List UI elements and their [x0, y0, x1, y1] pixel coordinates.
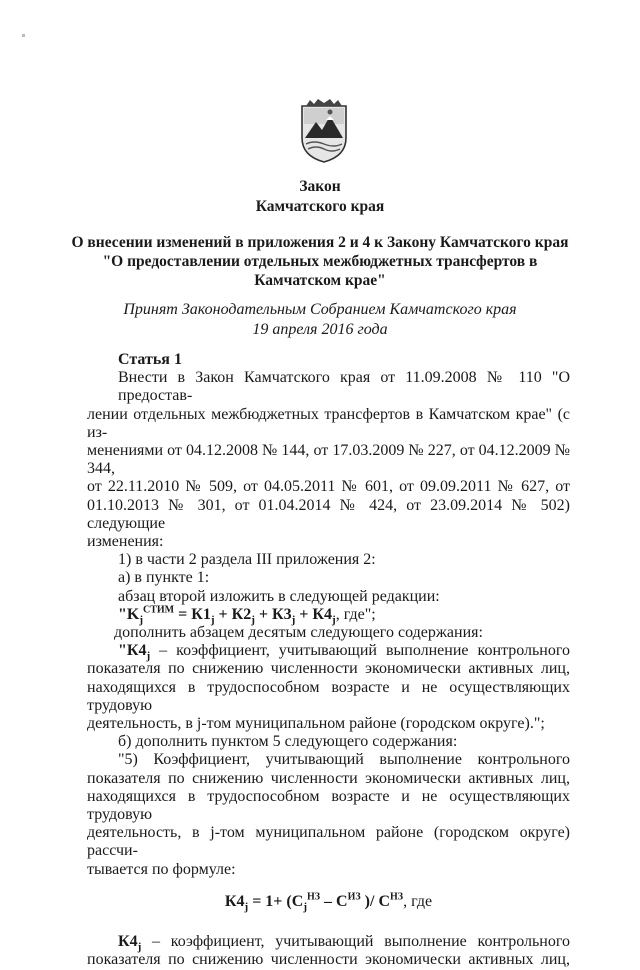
paragraph-line: Внести в Закон Камчатского края от 11.09.2008 № 110 "О предостав-: [118, 369, 570, 405]
paragraph-line: "5) Коэффициент, учитывающий выполнение контрольного: [118, 751, 570, 769]
list-item: б) дополнить пунктом 5 следующего содержания:: [118, 733, 458, 751]
paragraph-line: дополнить абзацем десятым следующего содержания:: [114, 624, 483, 642]
law-name-line: Камчатском крае": [254, 272, 386, 289]
scan-mark: [22, 34, 25, 37]
paragraph-line: тывается по формуле:: [87, 860, 236, 878]
paragraph-line: от 22.11.2010 № 509, от 04.05.2011 № 601, от 09.09.2011 № 627, от: [87, 478, 570, 496]
document-title: [60, 177, 580, 217]
paragraph-line: показателя по снижению численности экономически активных лиц,: [87, 769, 570, 787]
paragraph-line: находящихся в трудоспособном возрасте и не осуществляющих трудовую: [87, 678, 570, 714]
paragraph-line: находящихся в трудоспособном возрасте и не осуществляющих трудовую: [87, 787, 570, 824]
paragraph-line: деятельность, в j-том муниципальном районе (городском округе).";: [87, 715, 545, 733]
paragraph-line: менениями от 04.12.2008 № 144, от 17.03.2009 № 227, от 04.12.2009 № 344,: [87, 442, 570, 478]
law-name-line: "О предоставлении отдельных межбюджетных трансфертов в: [102, 253, 538, 270]
paragraph-line: показателя по снижению численности экономически активных лиц,: [87, 951, 570, 969]
title-line: Закон: [299, 178, 341, 195]
adoption-line: Принят Законодательным Собранием Камчатского края: [123, 301, 517, 318]
list-item: 1) в части 2 раздела III приложения 2:: [118, 551, 376, 569]
paragraph-line: изменения:: [87, 533, 164, 551]
list-item: а) в пункте 1:: [118, 569, 210, 587]
article-heading: Статья 1: [118, 351, 182, 368]
kamchatka-coat-of-arms-icon: [296, 98, 352, 164]
formula-kstim: "$K_j^{СТИМ} = К1_j + К2_j + К3_j + К4_j$, где";: [118, 604, 376, 627]
adoption-date: 19 апреля 2016 года: [252, 321, 388, 338]
paragraph-line: деятельность, в j-том муниципальном районе (городском округе) рассчи-: [87, 824, 570, 860]
law-name: [60, 233, 580, 290]
paragraph-line: абзац второй изложить в следующей редакции:: [118, 587, 440, 605]
title-line: Камчатского края: [255, 198, 385, 215]
formula-k4: $К4_j = 1+ (С_j^{НЗ} - С^{ИЗ}$ )/ $С^{НЗ}$, где: [224, 891, 433, 914]
k4-definition: $К4_j$ – коэффициент, учитывающий выполнение контрольного: [118, 933, 570, 954]
k4-definition: "$К4_j$ – коэффициент, учитывающий выполнение контрольного: [118, 642, 570, 663]
law-name-line: О внесении изменений в приложения 2 и 4 к Закону Камчатского края: [71, 234, 569, 251]
adoption-note: [60, 300, 580, 340]
paragraph-line: показателя по снижению численности экономически активных лиц,: [87, 660, 570, 678]
article-body: [87, 351, 570, 970]
paragraph-line: 01.10.2013 № 301, от 01.04.2014 № 424, от 23.09.2014 № 502) следующие: [87, 496, 570, 532]
paragraph-line: лении отдельных межбюджетных трансфертов в Камчатском крае" (с из-: [87, 405, 570, 441]
